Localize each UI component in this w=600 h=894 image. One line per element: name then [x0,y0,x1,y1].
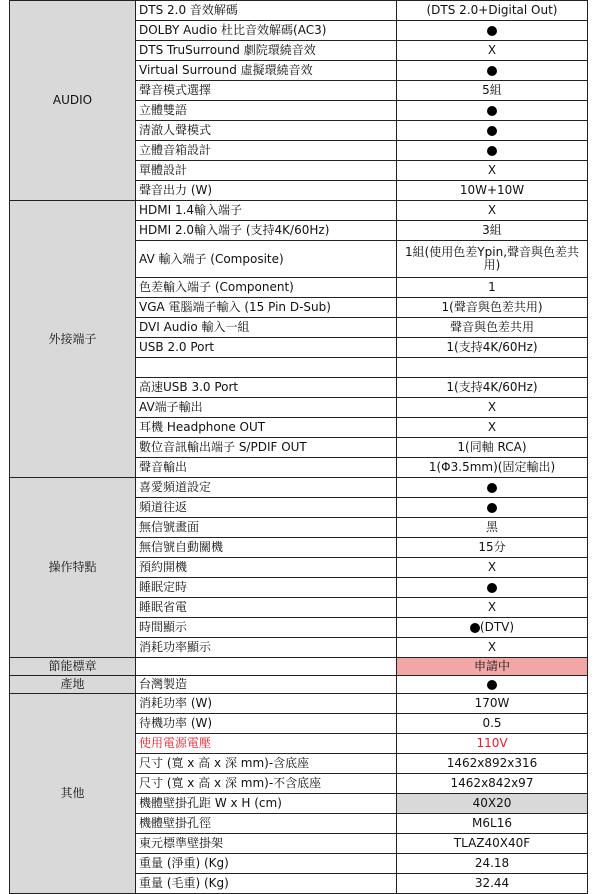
feature-cell [136,358,397,378]
feature-cell: 消耗功率 (W) [136,694,397,714]
feature-cell: AV 輸入端子 (Composite) [136,241,397,278]
value-cell: 1462x842x97 [397,774,588,794]
feature-cell: 時間顯示 [136,618,397,638]
value-cell: 1(Φ3.5mm)(固定輸出) [397,458,588,478]
feature-cell: 尺寸 (寬 x 高 x 深 mm)-不含底座 [136,774,397,794]
feature-cell: VGA 電腦端子輸入 (15 Pin D-Sub) [136,298,397,318]
value-cell: X [397,558,588,578]
feature-cell: 機體壁掛孔徑 [136,814,397,834]
feature-cell: 使用電源電壓 [136,734,397,754]
value-cell: 黑 [397,518,588,538]
filled-circle-icon [487,66,497,76]
value-cell: 1462x892x316 [397,754,588,774]
feature-cell: 色差輸入端子 (Component) [136,278,397,298]
value-cell [397,21,588,41]
feature-cell: 聲音出力 (W) [136,181,397,201]
feature-cell: USB 2.0 Port [136,338,397,358]
value-cell: 3組 [397,221,588,241]
value-cell: M6L16 [397,814,588,834]
filled-circle-icon [487,26,497,36]
feature-cell: 睡眠省電 [136,598,397,618]
value-suffix: (DTV) [479,620,515,634]
feature-cell: AV端子輸出 [136,398,397,418]
feature-cell: 尺寸 (寬 x 高 x 深 mm)-含底座 [136,754,397,774]
feature-cell: 聲音輸出 [136,458,397,478]
spec-row [10,1,588,21]
filled-circle-icon [487,146,497,156]
value-cell [397,578,588,598]
spec-table [9,0,588,894]
category-other: 其他 [10,694,136,894]
value-cell: 1(支持4K/60Hz) [397,378,588,398]
feature-cell: 機體壁掛孔距 W x H (cm) [136,794,397,814]
feature-cell: 預約開機 [136,558,397,578]
filled-circle-icon [470,623,480,633]
spec-row [10,658,588,676]
spec-row [10,676,588,694]
value-cell [397,141,588,161]
category-origin: 產地 [10,676,136,694]
value-cell [397,478,588,498]
value-cell: 32.44 [397,874,588,894]
feature-cell: 台灣製造 [136,676,397,694]
value-cell: 40X20 [397,794,588,814]
category-ports: 外接端子 [10,201,136,478]
value-cell: (DTS 2.0+Digital Out) [397,1,588,21]
feature-cell: 無信號自動關機 [136,538,397,558]
value-cell: X [397,398,588,418]
filled-circle-icon [487,483,497,493]
value-cell: X [397,161,588,181]
value-cell: 170W [397,694,588,714]
value-cell [397,121,588,141]
spec-row [10,478,588,498]
value-cell: 1(支持4K/60Hz) [397,338,588,358]
feature-cell [136,658,397,676]
feature-cell: HDMI 2.0輸入端子 (支持4K/60Hz) [136,221,397,241]
feature-cell: 頻道往返 [136,498,397,518]
value-cell: 110V [397,734,588,754]
value-cell: 1(同軸 RCA) [397,438,588,458]
feature-cell: 耳機 Headphone OUT [136,418,397,438]
value-cell: TLAZ40X40F [397,834,588,854]
value-cell: 1(聲音與色差共用) [397,298,588,318]
value-cell: 24.18 [397,854,588,874]
spec-row [10,694,588,714]
value-cell [397,676,588,694]
feature-cell: 數位音訊輸出端子 S/PDIF OUT [136,438,397,458]
value-cell: 1組(使用色差Ypin,聲音與色差共用) [397,241,588,278]
category-audio: AUDIO [10,1,136,201]
filled-circle-icon [487,680,497,690]
feature-cell: 高速USB 3.0 Port [136,378,397,398]
value-cell [397,61,588,81]
feature-cell: DTS 2.0 音效解碼 [136,1,397,21]
value-cell [397,358,588,378]
feature-cell: 清澈人聲模式 [136,121,397,141]
value-cell: X [397,41,588,61]
value-cell: X [397,598,588,618]
value-cell: 聲音與色差共用 [397,318,588,338]
feature-cell: HDMI 1.4輸入端子 [136,201,397,221]
value-cell [397,498,588,518]
value-cell: 10W+10W [397,181,588,201]
feature-cell: DTS TruSurround 劇院環繞音效 [136,41,397,61]
feature-cell: Virtual Surround 虛擬環繞音效 [136,61,397,81]
filled-circle-icon [487,126,497,136]
value-cell: 15分 [397,538,588,558]
value-cell: X [397,418,588,438]
value-cell: 5組 [397,81,588,101]
feature-cell: 聲音模式選擇 [136,81,397,101]
value-cell: X [397,201,588,221]
category-operation: 操作特點 [10,478,136,658]
feature-cell: 喜愛頻道設定 [136,478,397,498]
value-cell: 1 [397,278,588,298]
category-energy-label: 節能標章 [10,658,136,676]
feature-cell: 東元標準壁掛架 [136,834,397,854]
feature-cell: 睡眠定時 [136,578,397,598]
filled-circle-icon [487,583,497,593]
feature-cell: DVI Audio 輸入一組 [136,318,397,338]
filled-circle-icon [487,106,497,116]
feature-cell: DOLBY Audio 杜比音效解碼(AC3) [136,21,397,41]
feature-cell: 無信號畫面 [136,518,397,538]
feature-cell: 重量 (毛重) (Kg) [136,874,397,894]
value-cell [397,618,588,638]
value-cell: X [397,638,588,658]
feature-cell: 單體設計 [136,161,397,181]
feature-cell: 待機功率 (W) [136,714,397,734]
feature-cell: 重量 (淨重) (Kg) [136,854,397,874]
value-cell: 申請中 [397,658,588,676]
spec-row [10,201,588,221]
filled-circle-icon [487,503,497,513]
feature-cell: 消耗功率顯示 [136,638,397,658]
feature-cell: 立體雙語 [136,101,397,121]
value-cell: 0.5 [397,714,588,734]
feature-cell: 立體音箱設計 [136,141,397,161]
value-cell [397,101,588,121]
